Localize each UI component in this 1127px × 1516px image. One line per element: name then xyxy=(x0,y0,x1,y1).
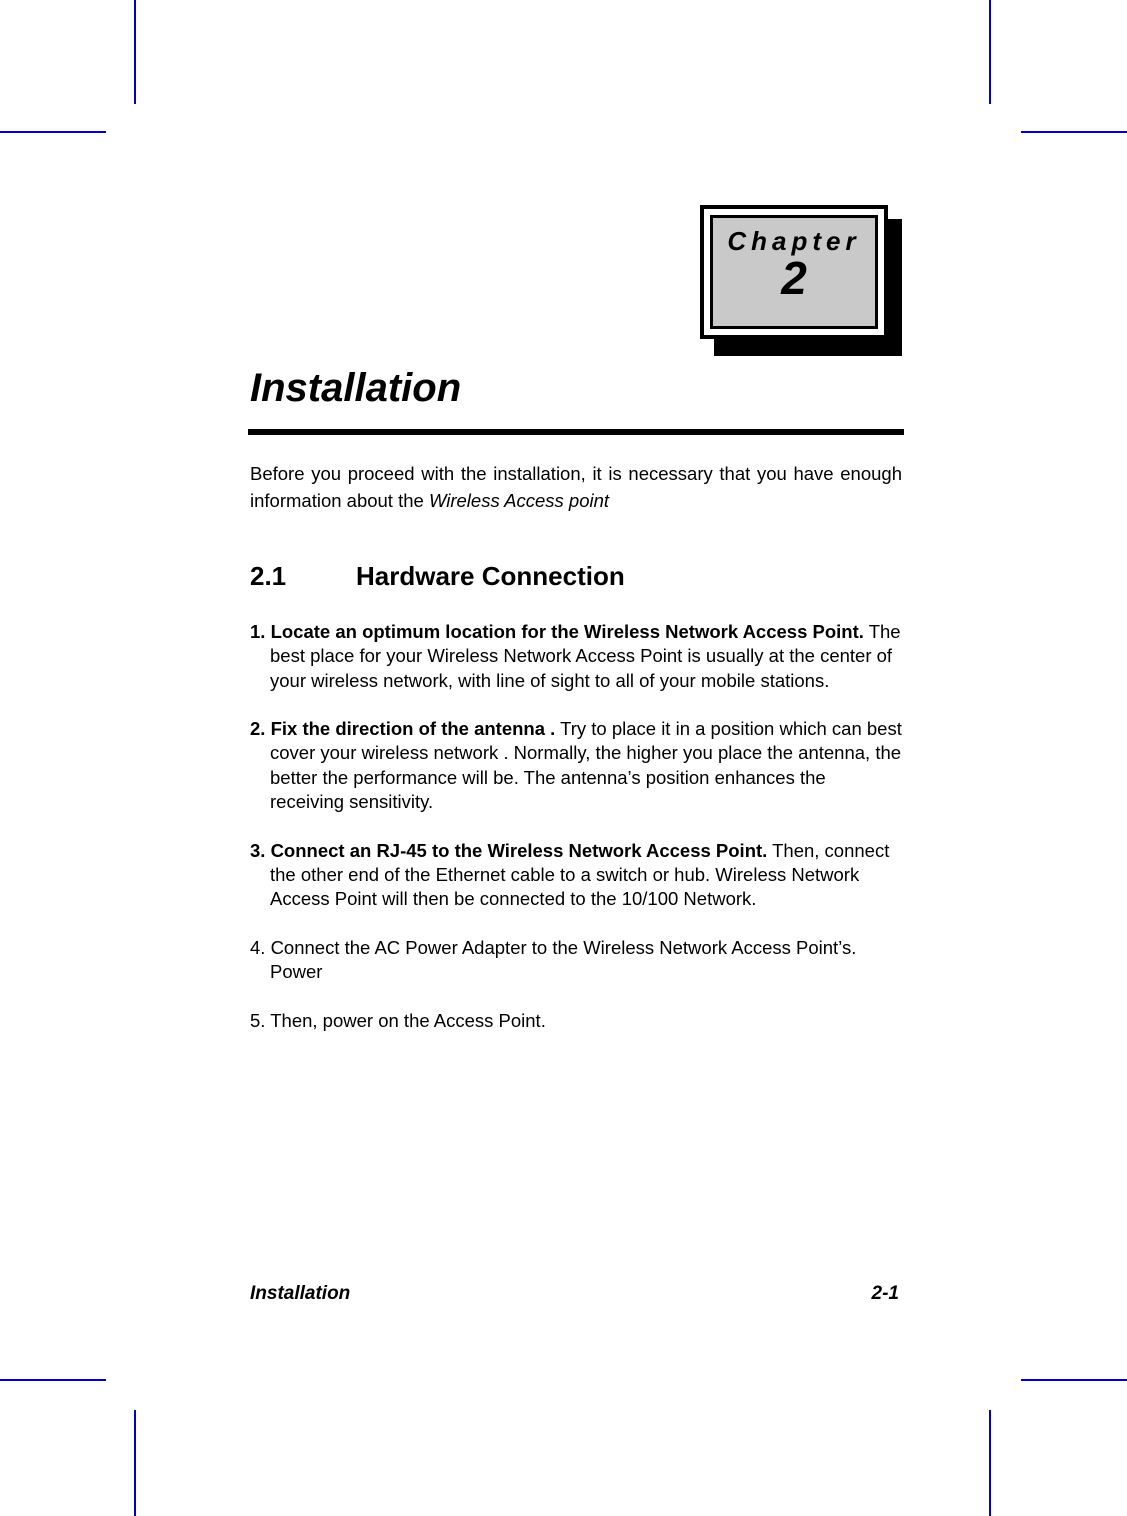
step-text: Try to place it in a position which can best cover your wireless network . Normally, the higher you place the antenna, the better the performance will be. The antenna’s position enhances the receiving sensitivity. xyxy=(270,718,902,813)
step-text: 5. Then, power on the Access Point. xyxy=(250,1009,546,1031)
step-lead: 2. Fix the direction of the antenna . xyxy=(250,718,556,740)
section-number: 2.1 xyxy=(250,561,287,591)
crop-mark-bottom-left-vertical xyxy=(134,1410,136,1516)
intro-paragraph xyxy=(250,460,902,514)
crop-mark-top-left-vertical xyxy=(134,0,136,104)
chapter-number: 2 xyxy=(781,252,807,304)
footer-chapter-title: Installation xyxy=(250,1283,351,1304)
page-title: Installation xyxy=(250,366,462,410)
intro-emphasis: Wireless Access point xyxy=(428,490,610,511)
step-text: Then, connect the other end of the Ethernet cable to a switch or hub. Wireless Network Access Point will then be connected to the 10/100 Network. xyxy=(270,839,890,910)
title-rule xyxy=(248,429,904,435)
intro-text: Before you proceed with the installation, it is necessary that you have enough information about the xyxy=(250,463,902,511)
step-lead: 3. Connect an RJ-45 to the Wireless Network Access Point. xyxy=(250,839,768,861)
step-list xyxy=(250,620,902,1057)
step-item xyxy=(250,839,902,912)
step-item xyxy=(250,1009,902,1033)
crop-mark-top-right-vertical xyxy=(989,0,991,104)
crop-mark-bottom-left-horizontal xyxy=(0,1379,106,1381)
footer-page-number: 2-1 xyxy=(871,1283,899,1304)
step-text: 4. Connect the AC Power Adapter to the Wireless Network Access Point’s. Power xyxy=(250,936,857,983)
step-item xyxy=(250,936,902,985)
crop-mark-top-left-horizontal xyxy=(0,131,106,133)
section-title: Hardware Connection xyxy=(356,561,625,591)
crop-mark-bottom-right-vertical xyxy=(989,1410,991,1516)
step-lead: 1. Locate an optimum location for the Wireless Network Access Point. xyxy=(250,621,864,642)
step-text: The best place for your Wireless Network Access Point is usually at the center of your wireless network, with line of sight to all of your mobile stations. xyxy=(270,621,901,691)
step-item xyxy=(250,620,902,693)
step-item xyxy=(250,717,902,814)
chapter-label: Chapter xyxy=(727,226,861,256)
chapter-badge-inner xyxy=(710,215,878,329)
crop-mark-bottom-right-horizontal xyxy=(1021,1379,1127,1381)
chapter-badge xyxy=(700,205,888,339)
section-heading xyxy=(250,563,625,589)
crop-mark-top-right-horizontal xyxy=(1021,131,1127,133)
